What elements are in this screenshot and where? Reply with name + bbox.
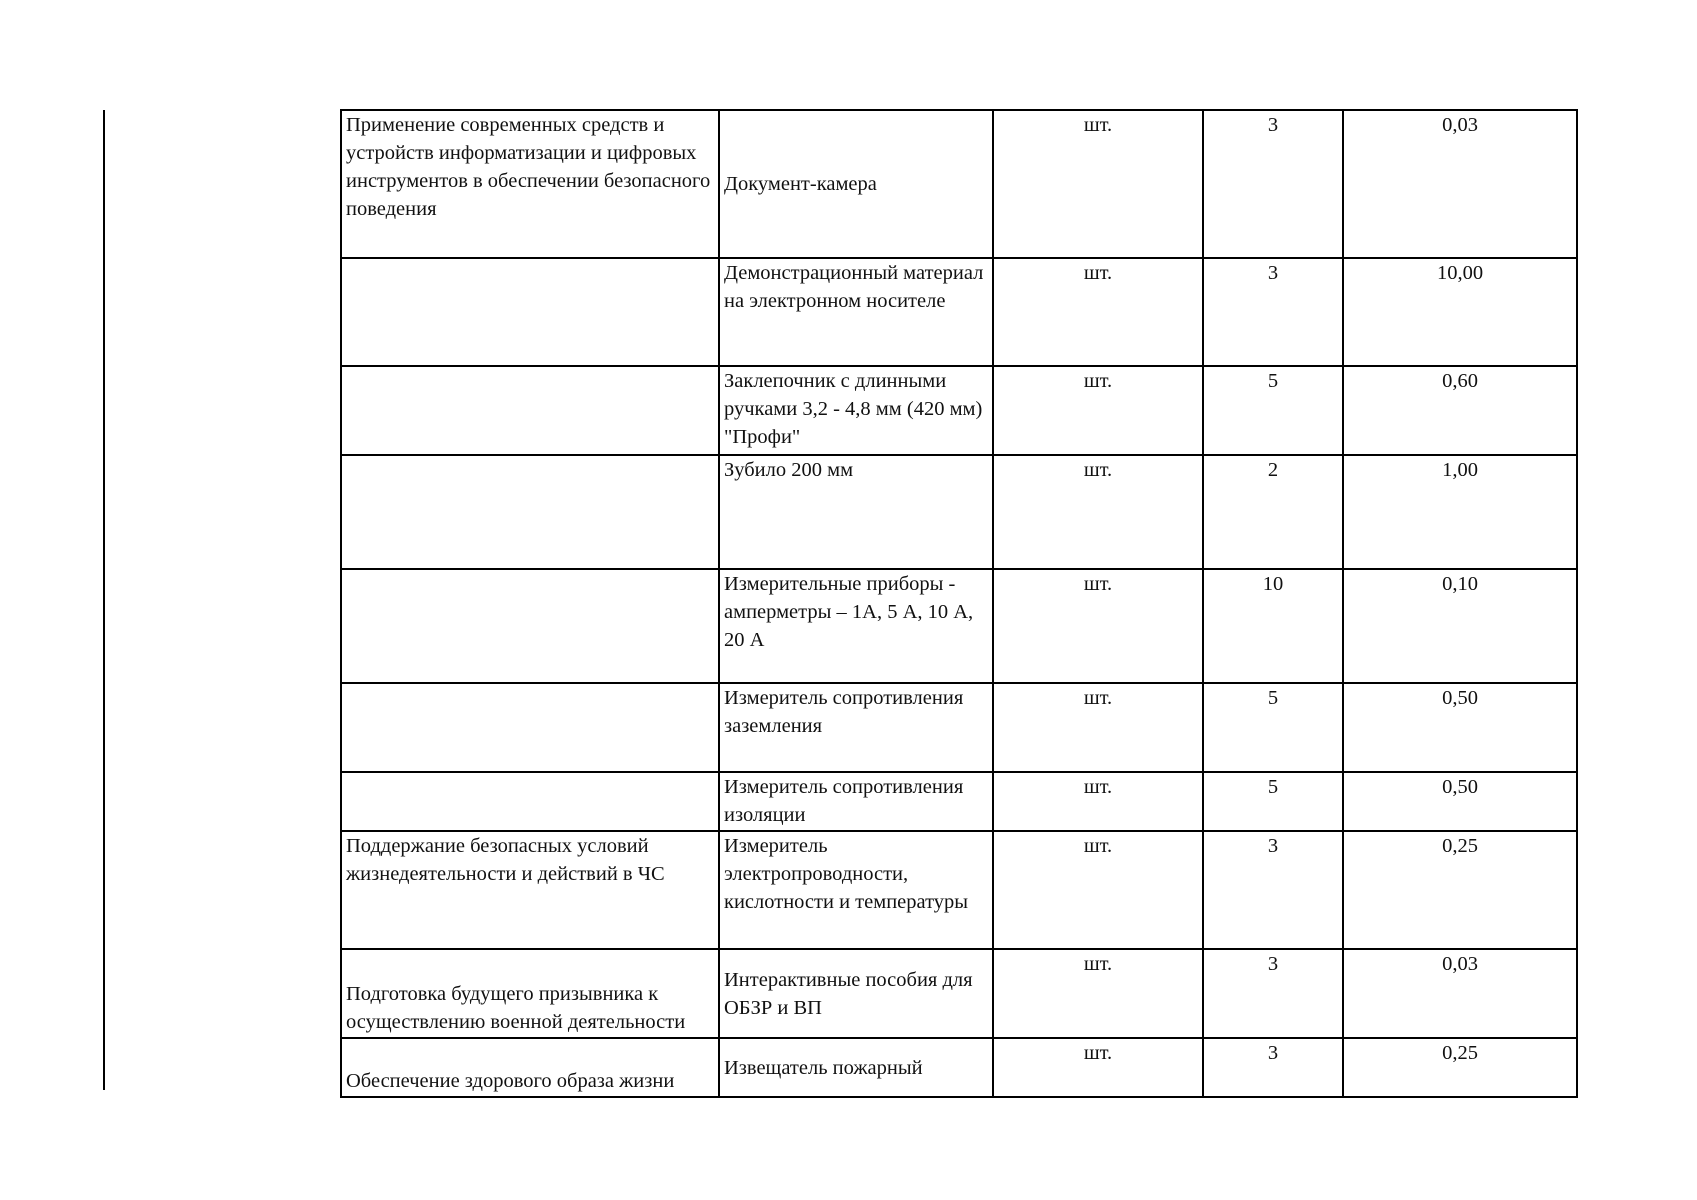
item-cell: Документ-камера xyxy=(719,110,993,258)
price-cell: 0,10 xyxy=(1343,569,1577,683)
unit-cell: шт. xyxy=(993,258,1203,366)
unit-cell: шт. xyxy=(993,949,1203,1038)
unit-cell: шт. xyxy=(993,569,1203,683)
item-cell: Извещатель пожарный xyxy=(719,1038,993,1097)
item-cell: Измеритель электропроводности, кислотности и температуры xyxy=(719,831,993,949)
item-cell: Демонстрационный материал на электронном носителе xyxy=(719,258,993,366)
quantity-cell: 3 xyxy=(1203,1038,1343,1097)
quantity-cell: 3 xyxy=(1203,949,1343,1038)
topic-cell: Подготовка будущего призывника к осуществлению военной деятельности xyxy=(341,949,719,1038)
table-row xyxy=(341,949,1577,1038)
unit-cell: шт. xyxy=(993,831,1203,949)
unit-cell: шт. xyxy=(993,683,1203,772)
price-cell: 0,03 xyxy=(1343,110,1577,258)
topic-cell xyxy=(341,455,719,569)
topic-cell xyxy=(341,683,719,772)
item-cell: Измерительные приборы - амперметры – 1А, 5 А, 10 А, 20 А xyxy=(719,569,993,683)
topic-cell: Обеспечение здорового образа жизни xyxy=(341,1038,719,1097)
item-cell: Заклепочник с длинными ручками 3,2 - 4,8 мм (420 мм) "Профи" xyxy=(719,366,993,455)
topic-cell xyxy=(341,569,719,683)
unit-cell: шт. xyxy=(993,455,1203,569)
table-row xyxy=(341,569,1577,683)
item-cell: Зубило 200 мм xyxy=(719,455,993,569)
price-cell: 10,00 xyxy=(1343,258,1577,366)
topic-cell xyxy=(341,366,719,455)
page-margin-line xyxy=(103,110,105,1090)
quantity-cell: 3 xyxy=(1203,258,1343,366)
table-row xyxy=(341,683,1577,772)
unit-cell: шт. xyxy=(993,366,1203,455)
unit-cell: шт. xyxy=(993,110,1203,258)
quantity-cell: 5 xyxy=(1203,772,1343,831)
price-cell: 0,25 xyxy=(1343,1038,1577,1097)
table-row xyxy=(341,366,1577,455)
topic-cell: Поддержание безопасных условий жизнедеятельности и действий в ЧС xyxy=(341,831,719,949)
topic-cell xyxy=(341,258,719,366)
topic-cell xyxy=(341,772,719,831)
table-row xyxy=(341,258,1577,366)
table-row xyxy=(341,772,1577,831)
quantity-cell: 3 xyxy=(1203,831,1343,949)
price-cell: 0,03 xyxy=(1343,949,1577,1038)
table-row xyxy=(341,831,1577,949)
table-row xyxy=(341,1038,1577,1097)
unit-cell: шт. xyxy=(993,1038,1203,1097)
topic-cell: Применение современных средств и устройств информатизации и цифровых инструментов в обеспечении безопасного поведения xyxy=(341,110,719,258)
price-cell: 0,60 xyxy=(1343,366,1577,455)
item-cell: Измеритель сопротивления изоляции xyxy=(719,772,993,831)
quantity-cell: 2 xyxy=(1203,455,1343,569)
price-cell: 0,50 xyxy=(1343,772,1577,831)
item-cell: Измеритель сопротивления заземления xyxy=(719,683,993,772)
price-cell: 0,50 xyxy=(1343,683,1577,772)
quantity-cell: 5 xyxy=(1203,683,1343,772)
table-row xyxy=(341,110,1577,258)
item-cell: Интерактивные пособия для ОБЗР и ВП xyxy=(719,949,993,1038)
quantity-cell: 10 xyxy=(1203,569,1343,683)
table-row xyxy=(341,455,1577,569)
unit-cell: шт. xyxy=(993,772,1203,831)
quantity-cell: 3 xyxy=(1203,110,1343,258)
quantity-cell: 5 xyxy=(1203,366,1343,455)
equipment-table xyxy=(340,109,1578,1098)
price-cell: 1,00 xyxy=(1343,455,1577,569)
price-cell: 0,25 xyxy=(1343,831,1577,949)
